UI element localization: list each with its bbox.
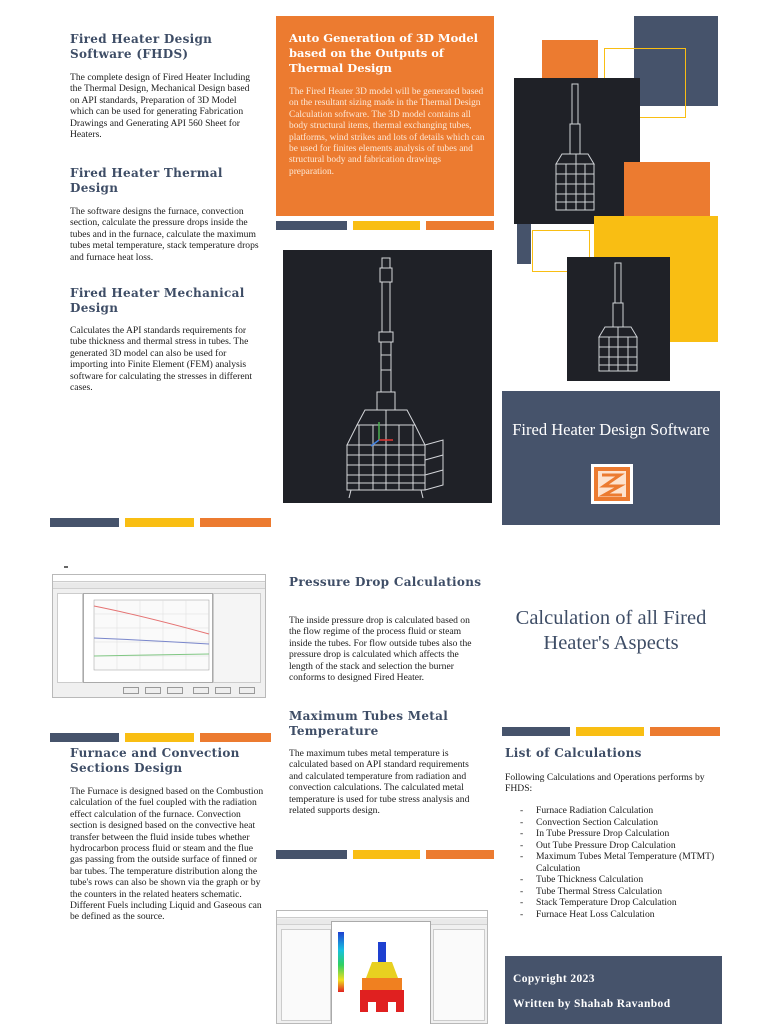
schematic-window: [331, 921, 431, 1024]
mtmt-title: Maximum Tubes Metal Temperature: [289, 709, 449, 738]
list-item: - Convection Section Calculation: [505, 817, 715, 828]
input-column: [57, 593, 83, 683]
software-screenshot-heater-schematic: [276, 910, 488, 1024]
window-titlebar: [53, 575, 265, 582]
cover-title: Fired Heater Design Software: [512, 420, 710, 439]
author-text: Written by Shahab Ravanbod: [513, 998, 671, 1010]
window-button: [167, 687, 183, 694]
list-title: List of Calculations: [505, 746, 642, 760]
list-item: - In Tube Pressure Drop Calculation: [505, 828, 715, 839]
heater-3d-thumb-drawing: [567, 257, 670, 381]
divider-stripes: [50, 518, 271, 527]
thermal-title: Fired Heater Thermal Design: [70, 166, 223, 195]
list-item: - Stack Temperature Drop Calculation: [505, 897, 715, 908]
cover-title-block: [502, 391, 720, 525]
divider-stripes: [502, 727, 720, 736]
window-button: [193, 687, 209, 694]
heater-3d-model-drawing: [283, 250, 492, 503]
copyright-block: [505, 956, 722, 1024]
window-side-panel: [433, 929, 485, 1021]
window-button: [239, 687, 255, 694]
auto-title: Auto Generation of 3D Model based on the Outputs of Thermal Design: [289, 31, 479, 75]
furnace-body: The Furnace is designed based on the Combustion calculation of the fuel coupled with the radiation effect calculation of the furnace. Convection section is designed based on the convective heat transfer between the fluid inside tubes whether hydrocarbon process fluid or steam and the flue gas passing from the outside surface of finned or bar tubes. The temperature distribution along the tube's rows can also be shown via the graph or by the counters in the related heaters schematic. Different Fuels including Liquid and Gaseous can be defined as the source.: [70, 786, 264, 923]
list-item: - Furnace Radiation Calculation: [505, 805, 715, 816]
list-item: - Furnace Heat Loss Calculation: [505, 909, 715, 920]
window-titlebar: [277, 911, 487, 918]
heater-schematic-drawing: [332, 922, 432, 1024]
fhds-body: The complete design of Fired Heater Including the Thermal Design, Mechanical Design based on API standards, Preparation of 3D Model which can be used for generating Fabrication Drawings and Generating API 560 Sheet for Heaters.: [70, 72, 251, 141]
heater-3d-model-image: [283, 250, 492, 503]
deco-block-navy: [517, 224, 531, 264]
window-button: [145, 687, 161, 694]
mtmt-body: The maximum tubes metal temperature is calculated based on API standard requirements and calculated temperature from radiation and convection calculations. The calculated metal temperature is used for tube stress analysis and related supports design.: [289, 748, 470, 817]
aspects-title: Calculation of all Fired Heater's Aspects: [515, 607, 707, 654]
list-item: - Tube Thermal Stress Calculation: [505, 886, 715, 897]
mech-title: Fired Heater Mechanical Design: [70, 286, 245, 315]
window-tabs: [53, 583, 265, 589]
thermal-body: The software designs the furnace, convection section, calculate the pressure drops inside the tubes and in the furnace, calculate the maximum tubes metal temperature, stack temperature drops and furnace heat loss.: [70, 206, 259, 263]
graph-window: [83, 593, 213, 683]
furnace-title: Furnace and Convection Sections Design: [70, 746, 240, 775]
heater-3d-model-thumbnail: [567, 257, 670, 381]
window-button: [215, 687, 231, 694]
input-column: [281, 929, 331, 1021]
heater-3d-model-thumbnail: [514, 78, 640, 224]
window-side-panel: [213, 593, 261, 683]
divider-stripes: [276, 850, 494, 859]
calculation-list: [505, 805, 715, 921]
list-item: - Out Tube Pressure Drop Calculation: [505, 840, 715, 851]
list-intro: Following Calculations and Operations performs by FHDS:: [505, 772, 705, 795]
auto-generation-panel: [276, 16, 494, 216]
window-button: [123, 687, 139, 694]
bullet-dot: [64, 566, 68, 568]
copyright-text: Copyright 2023: [513, 973, 595, 985]
heater-3d-thumb-drawing: [514, 78, 640, 224]
fhds-title: Fired Heater Design Software (FHDS): [70, 32, 213, 61]
company-logo: [591, 464, 633, 504]
divider-stripes: [276, 221, 494, 230]
list-item: - Maximum Tubes Metal Temperature (MTMT) Calculation: [505, 851, 715, 873]
pressure-body: The inside pressure drop is calculated based on the flow regime of the process fluid or steam inside the tubes. For flow outside tubes also the pressure drop is calculated which affects the length of the stack and selection the burner conforms to designed Fired Heater.: [289, 615, 472, 684]
software-screenshot-temperature-graph: [52, 574, 266, 698]
temperature-graph-drawing: [84, 594, 214, 684]
pressure-title: Pressure Drop Calculations: [289, 575, 482, 589]
fired-heater-logo-icon: [591, 464, 633, 504]
auto-body: The Fired Heater 3D model will be generated based on the resultant sizing made in the Thermal Design Calculation software. The 3D model contains all body structural items, thermal exchanging tubes, platforms, wind strikes and lots of details which can be used for finites elements analysis of tubes and structural body and fabrication drawings preparation.: [289, 87, 485, 177]
list-item: - Tube Thickness Calculation: [505, 874, 715, 885]
divider-stripes: [50, 733, 271, 742]
mech-body: Calculates the API standards requirements for tube thickness and thermal stress in tubes. The generated 3D model can also be used for importing into Finite Element (FEM) analysis software for calculating the stresses in different cases.: [70, 325, 253, 394]
